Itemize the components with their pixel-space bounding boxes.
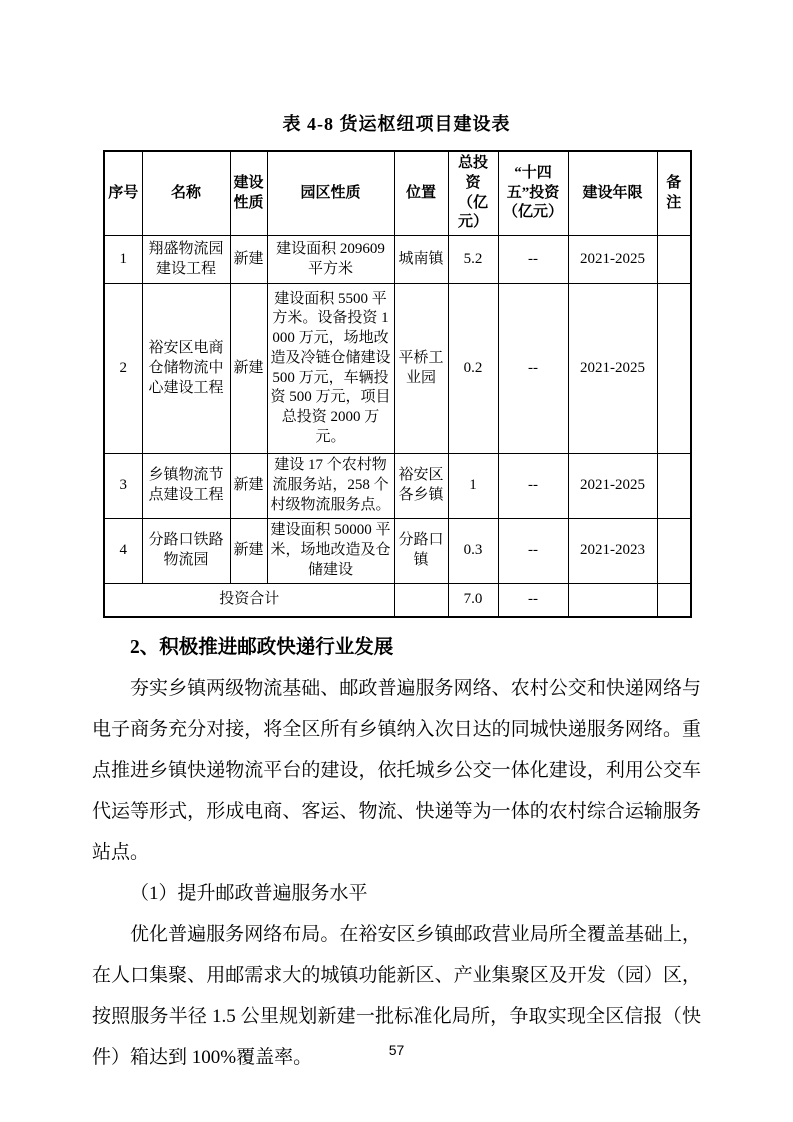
table-row: [104, 454, 691, 519]
cell-nature: 新建: [230, 236, 267, 284]
cell-note: [657, 583, 691, 617]
table-row: [104, 519, 691, 583]
header-cell-plan-investment: “十四五”投资（亿元）: [498, 151, 568, 236]
sub-item-heading: （1）提升邮政普遍服务水平: [130, 883, 368, 905]
header-cell-nature: 建设性质: [230, 151, 267, 236]
header-cell-location: 位置: [394, 151, 448, 236]
cell-plan-investment: --: [498, 519, 568, 583]
cell-name: 裕安区电商仓储物流中心建设工程: [142, 284, 230, 454]
cell-name: 分路口铁路物流园: [142, 519, 230, 583]
cell-years: 2021-2025: [568, 236, 657, 284]
cell-investment: 0.3: [448, 519, 498, 583]
cell-no: 3: [104, 454, 142, 519]
cell-park: 建设 17 个农村物流服务站，258 个村级物流服务点。: [267, 454, 394, 519]
cell-years: [568, 583, 657, 617]
cell-investment: 5.2: [448, 236, 498, 284]
table-title: 表 4-8 货运枢纽项目建设表: [282, 114, 511, 134]
cell-total-label: 投资合计: [104, 583, 394, 617]
cell-plan-investment: --: [498, 236, 568, 284]
cell-location: 城南镇: [394, 236, 448, 284]
cell-investment: 1: [448, 454, 498, 519]
table-row: [104, 236, 691, 284]
header-cell-park: 园区性质: [267, 151, 394, 236]
cell-location: 裕安区各乡镇: [394, 454, 448, 519]
table-row: [104, 284, 691, 454]
cell-no: 4: [104, 519, 142, 583]
cell-note: [657, 519, 691, 583]
cell-name: 翔盛物流园建设工程: [142, 236, 230, 284]
cell-park: 建设面积 50000 平米，场地改造及仓储建设: [267, 519, 394, 583]
body-content: [92, 627, 701, 1078]
cell-plan-investment: --: [498, 583, 568, 617]
cell-nature: 新建: [230, 454, 267, 519]
project-table: [103, 150, 692, 618]
cell-park: 建设面积 5500 平方米。设备投资 1000 万元，场地改造及冷链仓储建设 500 万元，车辆投资 500 万元，项目总投资 2000 万元。: [267, 284, 394, 454]
cell-note: [657, 284, 691, 454]
cell-no: 1: [104, 236, 142, 284]
page-number: 57: [388, 1042, 405, 1058]
cell-plan-investment: --: [498, 284, 568, 454]
paragraph: 夯实乡镇两级物流基础、邮政普遍服务网络、农村公交和快递网络与电子商务充分对接，将全区所有乡镇纳入次日达的同城快递服务网络。重点推进乡镇快递物流平台的建设，依托城乡公交一体化建设，利用公交车代运等形式，形成电商、客运、物流、快递等为一体的农村综合运输服务站点。: [92, 678, 701, 864]
cell-years: 2021-2025: [568, 284, 657, 454]
cell-location: 平桥工业园: [394, 284, 448, 454]
cell-park: 建设面积 209609 平方米: [267, 236, 394, 284]
cell-note: [657, 454, 691, 519]
cell-plan-investment: --: [498, 454, 568, 519]
header-cell-name: 名称: [142, 151, 230, 236]
cell-location: [394, 583, 448, 617]
cell-investment: 0.2: [448, 284, 498, 454]
cell-nature: 新建: [230, 519, 267, 583]
table-total-row: [104, 583, 691, 617]
header-cell-years: 建设年限: [568, 151, 657, 236]
paragraph: 优化普遍服务网络布局。在裕安区乡镇邮政营业局所全覆盖基础上，在人口集聚、用邮需求大的城镇功能新区、产业集聚区及开发（园）区，按照服务半径 1.5 公里规划新建一批标准化局所，争取实现全区信报（快件）箱达到 100%覆盖率。: [92, 924, 701, 1069]
cell-no: 2: [104, 284, 142, 454]
cell-location: 分路口镇: [394, 519, 448, 583]
header-cell-note: 备注: [657, 151, 691, 236]
cell-years: 2021-2025: [568, 454, 657, 519]
cell-name: 乡镇物流节点建设工程: [142, 454, 230, 519]
header-cell-investment: 总投资（亿元）: [448, 151, 498, 236]
cell-nature: 新建: [230, 284, 267, 454]
table-header-row: [104, 151, 691, 236]
cell-note: [657, 236, 691, 284]
header-cell-no: 序号: [104, 151, 142, 236]
cell-investment: 7.0: [448, 583, 498, 617]
section-heading: 2、积极推进邮政快递行业发展: [130, 637, 394, 659]
cell-years: 2021-2023: [568, 519, 657, 583]
